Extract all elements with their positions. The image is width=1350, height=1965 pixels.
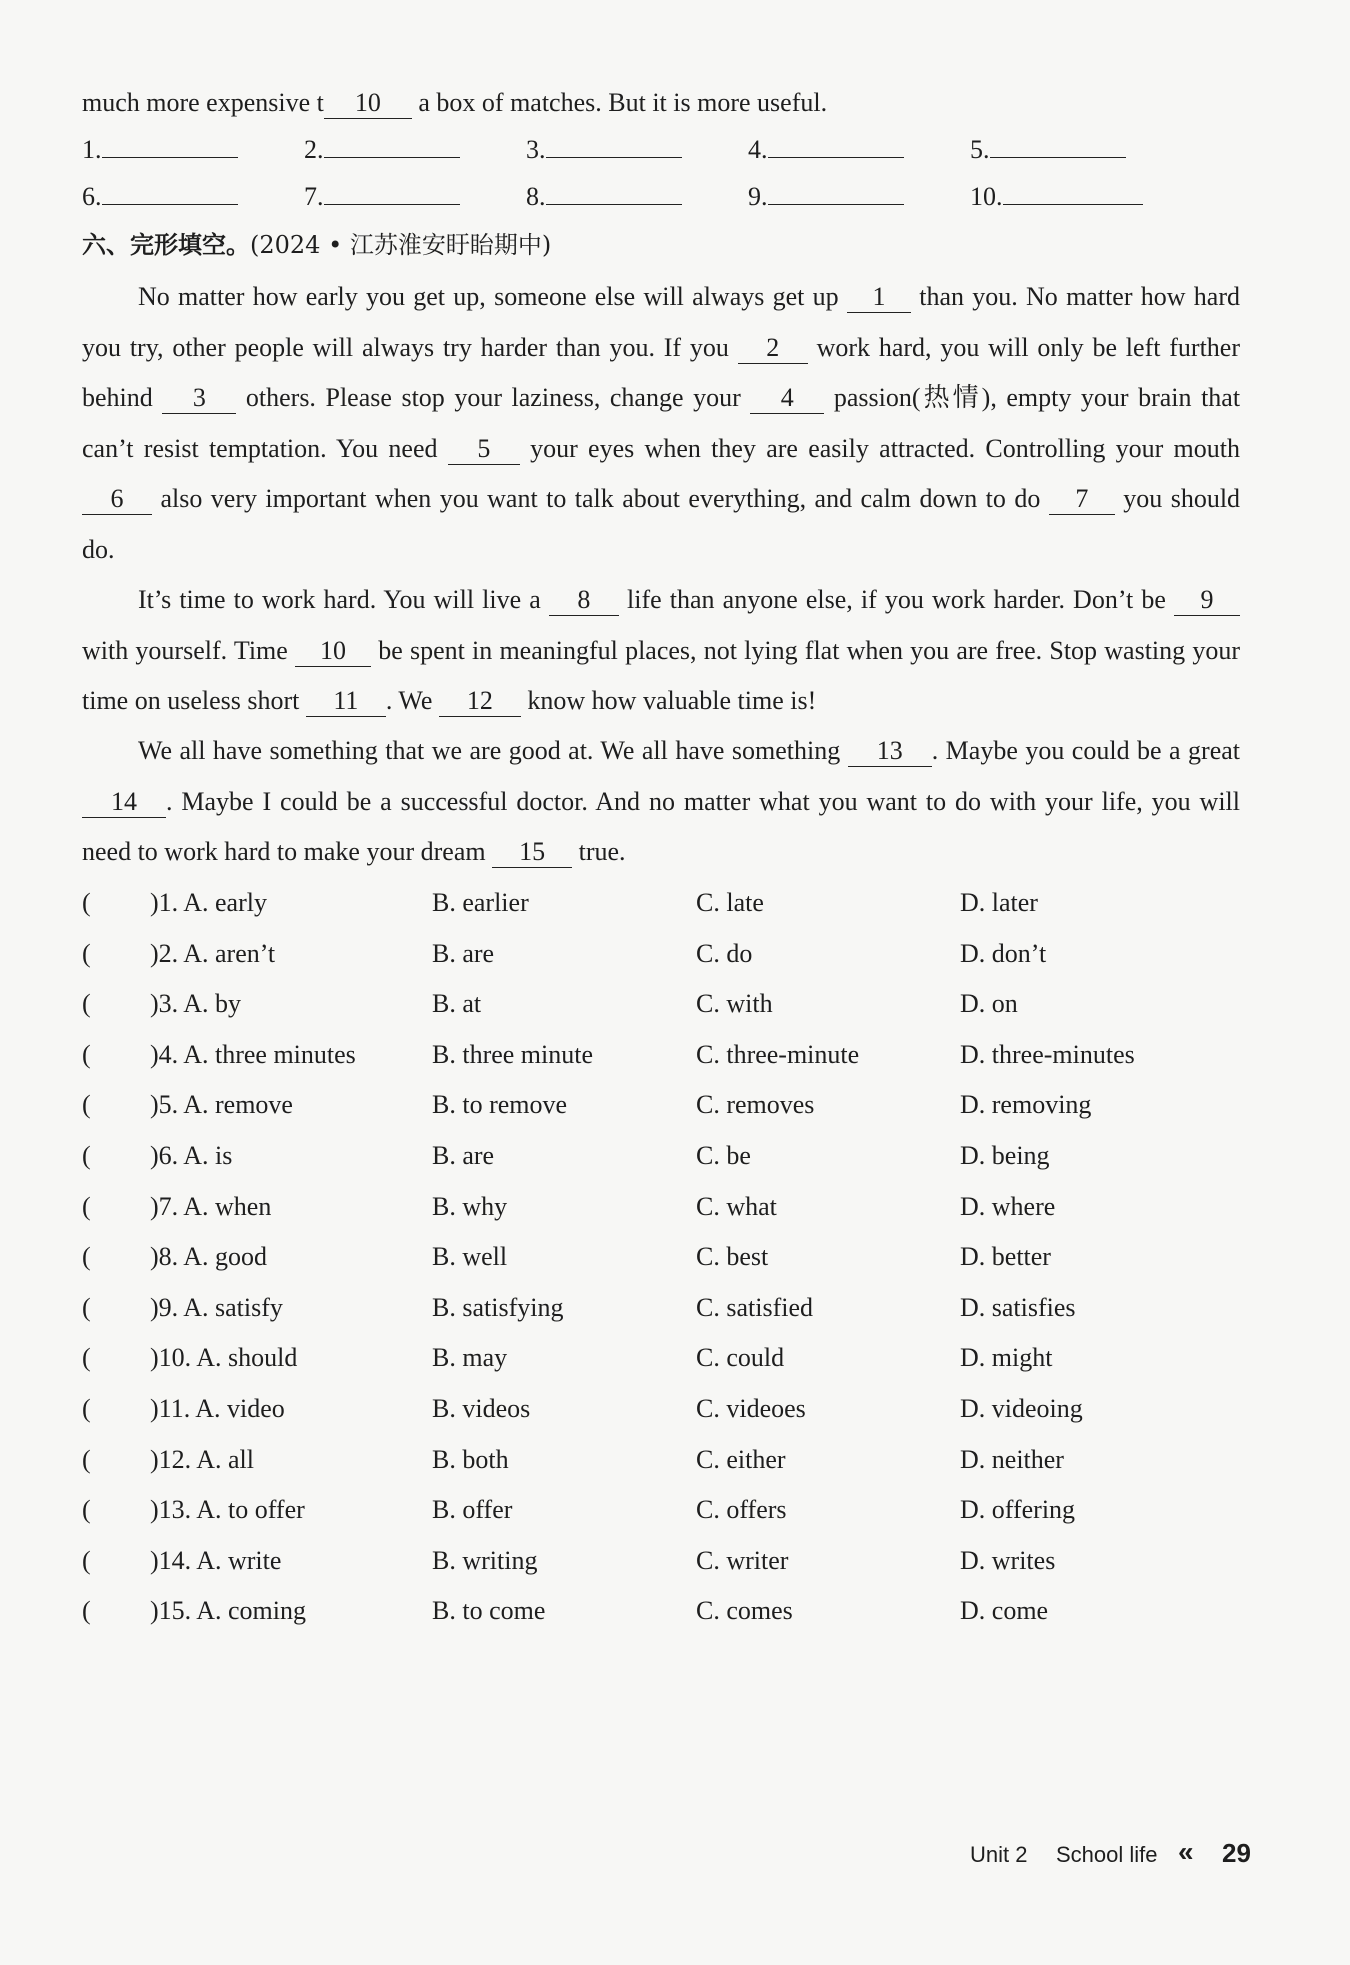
question-row xyxy=(82,1389,1242,1429)
question-row xyxy=(82,1237,1242,1277)
blank-4: 4 xyxy=(750,383,824,414)
answer-blank[interactable] xyxy=(102,135,238,158)
option-d: D. on xyxy=(960,989,1018,1019)
answer-paren[interactable]: ( xyxy=(82,1141,91,1170)
option-c: C. comes xyxy=(696,1596,793,1626)
answer-blank[interactable] xyxy=(546,182,682,205)
passage-text: others. Please stop your laziness, change your xyxy=(245,383,741,412)
option-b: B. to remove xyxy=(432,1090,568,1120)
question-row xyxy=(82,984,1242,1024)
option-d: D. removing xyxy=(960,1090,1092,1120)
option-d: D. writes xyxy=(960,1545,1056,1575)
option-b: B. are xyxy=(432,938,495,968)
blank-5: 5 xyxy=(448,434,520,465)
option-b: B. to come xyxy=(432,1596,546,1626)
blank-15: 15 xyxy=(492,837,572,868)
option-a: )12. A. all xyxy=(150,1444,254,1474)
option-c: C. best xyxy=(696,1242,769,1272)
answer-slot xyxy=(970,180,1143,214)
option-a: )3. A. by xyxy=(150,989,241,1019)
option-a: )8. A. good xyxy=(150,1242,267,1272)
question-row xyxy=(82,1288,1242,1328)
answer-slot xyxy=(82,133,238,167)
page-number: 29 xyxy=(1222,1838,1251,1868)
option-c: C. writer xyxy=(696,1545,789,1575)
option-b: B. writing xyxy=(432,1545,538,1575)
answer-label: 6. xyxy=(82,182,102,211)
continuation-line xyxy=(82,86,827,120)
option-a: )15. A. coming xyxy=(150,1596,306,1626)
passage-text: with yourself. Time xyxy=(82,635,288,665)
blank-14: 14 xyxy=(82,787,166,818)
answer-label: 9. xyxy=(748,182,768,211)
passage-text: also very important when you want to talk about everything, and calm down to do xyxy=(160,484,1041,513)
section-title: 六、完形填空。 xyxy=(82,231,250,259)
passage-paragraph-3 xyxy=(82,726,1240,878)
option-a: )2. A. aren’t xyxy=(150,938,276,968)
option-c: C. removes xyxy=(696,1090,815,1120)
passage-text: life than anyone else, if you work harder. Don’t be xyxy=(627,585,1166,614)
option-a: )6. A. is xyxy=(150,1141,233,1170)
option-a: )7. A. when xyxy=(150,1191,272,1221)
blank-9: 9 xyxy=(1174,585,1240,616)
blank-6: 6 xyxy=(82,484,152,515)
option-b: B. well xyxy=(432,1242,508,1272)
blank-2: 2 xyxy=(738,333,808,364)
blank-1: 1 xyxy=(847,282,911,313)
footer-title-wrap xyxy=(1056,1842,1158,1868)
answer-paren[interactable]: ( xyxy=(82,1191,91,1221)
question-row xyxy=(82,1440,1242,1480)
passage-text: We all have something that we are good at. We all have something xyxy=(138,736,841,765)
option-a: )1. A. early xyxy=(150,888,267,917)
option-b: B. why xyxy=(432,1191,508,1221)
option-d: D. videoing xyxy=(960,1394,1083,1423)
option-b: B. may xyxy=(432,1343,508,1373)
answer-label: 8. xyxy=(526,182,546,211)
answer-blank[interactable] xyxy=(768,182,904,205)
option-c: C. satisfied xyxy=(696,1292,813,1322)
answer-paren[interactable]: ( xyxy=(82,989,91,1019)
blank-3: 3 xyxy=(162,383,236,414)
answer-paren[interactable]: ( xyxy=(82,1039,91,1069)
blank-11: 11 xyxy=(306,686,386,717)
answer-paren[interactable]: ( xyxy=(82,1444,91,1474)
option-c: C. be xyxy=(696,1141,751,1170)
answer-paren[interactable]: ( xyxy=(82,938,91,968)
section-source: (2024 • 江苏淮安盱眙期中) xyxy=(250,231,552,259)
answer-label: 3. xyxy=(526,135,546,164)
answer-blank[interactable] xyxy=(546,135,682,158)
answer-slot xyxy=(82,180,238,214)
option-a: )13. A. to offer xyxy=(150,1495,305,1525)
option-a: )14. A. write xyxy=(150,1545,282,1575)
option-c: C. late xyxy=(696,888,764,917)
passage-text: be spent in meaningful places, not lying flat when you are free. Stop wasting your time on useless short xyxy=(82,635,1240,715)
option-c: C. with xyxy=(696,989,773,1019)
passage-text: passion(热情), empty your brain that can’t resist temptation. You need xyxy=(82,383,1241,463)
answer-paren[interactable]: ( xyxy=(82,1090,91,1120)
option-a: )10. A. should xyxy=(150,1343,298,1373)
option-b: B. offer xyxy=(432,1495,513,1525)
option-a: )9. A. satisfy xyxy=(150,1292,283,1322)
passage-text: know how valuable time is! xyxy=(527,686,817,715)
answer-label: 5. xyxy=(970,135,990,164)
option-d: D. later xyxy=(960,888,1038,917)
option-a: )4. A. three minutes xyxy=(150,1039,356,1069)
option-d: D. where xyxy=(960,1191,1056,1221)
blank-12: 12 xyxy=(439,686,521,717)
answer-slot xyxy=(748,133,904,167)
answer-paren[interactable]: ( xyxy=(82,1242,91,1272)
blank-13: 13 xyxy=(848,736,932,767)
continuation-text: much more expensive t xyxy=(82,88,324,117)
option-a: )11. A. video xyxy=(150,1394,285,1423)
answer-paren[interactable]: ( xyxy=(82,1292,91,1322)
double-chevron-left-icon: « xyxy=(1178,1836,1194,1867)
answer-blank[interactable] xyxy=(768,135,904,158)
passage-text: . Maybe you could be a great xyxy=(931,736,1241,765)
footer-arrows-wrap xyxy=(1178,1836,1194,1868)
answer-paren[interactable]: ( xyxy=(82,1495,91,1525)
option-a: )5. A. remove xyxy=(150,1090,293,1120)
blank-10: 10 xyxy=(324,88,412,119)
passage-text: than you. No matter how hard you try, other people will always try harder than you. If you xyxy=(82,282,1241,362)
option-d: D. might xyxy=(960,1343,1053,1373)
passage-text: your eyes when they are easily attracted. Controlling your mouth xyxy=(530,433,1241,463)
answer-paren[interactable]: ( xyxy=(82,1545,91,1575)
answer-blank[interactable] xyxy=(102,182,238,205)
option-b: B. at xyxy=(432,989,482,1019)
option-c: C. offers xyxy=(696,1495,787,1525)
question-row xyxy=(82,1085,1242,1125)
question-row xyxy=(82,1541,1242,1581)
question-row xyxy=(82,883,1242,923)
answer-slot xyxy=(526,180,682,214)
blank-7: 7 xyxy=(1049,484,1115,515)
blank-8: 8 xyxy=(549,585,619,616)
option-d: D. satisfies xyxy=(960,1292,1076,1322)
section-heading xyxy=(82,228,551,262)
answer-label: 10. xyxy=(970,182,1003,211)
question-row xyxy=(82,934,1242,974)
question-row xyxy=(82,1490,1242,1530)
option-b: B. are xyxy=(432,1141,495,1170)
answer-blank[interactable] xyxy=(324,182,460,205)
option-d: D. three-minutes xyxy=(960,1039,1135,1069)
answer-slot xyxy=(526,133,682,167)
option-d: D. neither xyxy=(960,1444,1064,1474)
option-d: D. being xyxy=(960,1141,1050,1170)
option-b: B. three minute xyxy=(432,1039,594,1069)
question-row xyxy=(82,1187,1242,1227)
passage-paragraph-2 xyxy=(82,575,1240,727)
answer-paren[interactable]: ( xyxy=(82,1394,91,1423)
option-c: C. could xyxy=(696,1343,785,1373)
option-b: B. videos xyxy=(432,1394,531,1423)
blank-10b: 10 xyxy=(295,636,371,667)
answer-slot xyxy=(304,133,460,167)
question-row xyxy=(82,1136,1242,1176)
answer-slot xyxy=(748,180,904,214)
answer-slot xyxy=(304,180,460,214)
answer-label: 4. xyxy=(748,135,768,164)
passage-text: true. xyxy=(578,837,626,866)
option-b: B. satisfying xyxy=(432,1292,564,1322)
question-row xyxy=(82,1035,1242,1075)
answer-blank[interactable] xyxy=(1003,182,1143,205)
answer-label: 1. xyxy=(82,135,102,164)
answer-paren[interactable]: ( xyxy=(82,1596,91,1626)
passage-text: . Maybe I could be a successful doctor. And no matter what you want to do with your life, you will need to work hard to make your dream xyxy=(82,786,1240,866)
option-d: D. don’t xyxy=(960,938,1047,968)
answer-paren[interactable]: ( xyxy=(82,1343,91,1373)
answer-paren[interactable]: ( xyxy=(82,888,91,917)
option-d: D. offering xyxy=(960,1495,1076,1525)
answer-blank[interactable] xyxy=(990,135,1126,158)
unit-label: Unit 2 xyxy=(970,1842,1028,1867)
passage-text: work hard, you will only be left further behind xyxy=(82,332,1241,412)
answer-label: 7. xyxy=(304,182,324,211)
passage-paragraph-1 xyxy=(82,272,1240,575)
page-footer xyxy=(970,1842,1027,1868)
option-c: C. three-minute xyxy=(696,1039,860,1069)
option-c: C. either xyxy=(696,1444,786,1474)
passage-text: It’s time to work hard. You will live a xyxy=(138,585,541,614)
passage-text: you should do. xyxy=(82,484,1241,564)
answer-slot xyxy=(970,133,1126,167)
answer-blank[interactable] xyxy=(324,135,460,158)
option-c: C. do xyxy=(696,938,753,968)
answer-label: 2. xyxy=(304,135,324,164)
continuation-text-end: a box of matches. But it is more useful. xyxy=(418,88,828,117)
option-b: B. earlier xyxy=(432,888,529,917)
passage-text: . We xyxy=(385,686,433,715)
question-row xyxy=(82,1591,1242,1631)
footer-page-wrap xyxy=(1222,1838,1251,1869)
question-row xyxy=(82,1338,1242,1378)
passage-text: No matter how early you get up, someone else will always get up xyxy=(138,282,839,311)
option-d: D. better xyxy=(960,1242,1051,1272)
option-c: C. what xyxy=(696,1191,777,1221)
option-b: B. both xyxy=(432,1444,509,1474)
option-c: C. videoes xyxy=(696,1394,806,1423)
option-d: D. come xyxy=(960,1596,1049,1626)
unit-title: School life xyxy=(1056,1842,1158,1867)
